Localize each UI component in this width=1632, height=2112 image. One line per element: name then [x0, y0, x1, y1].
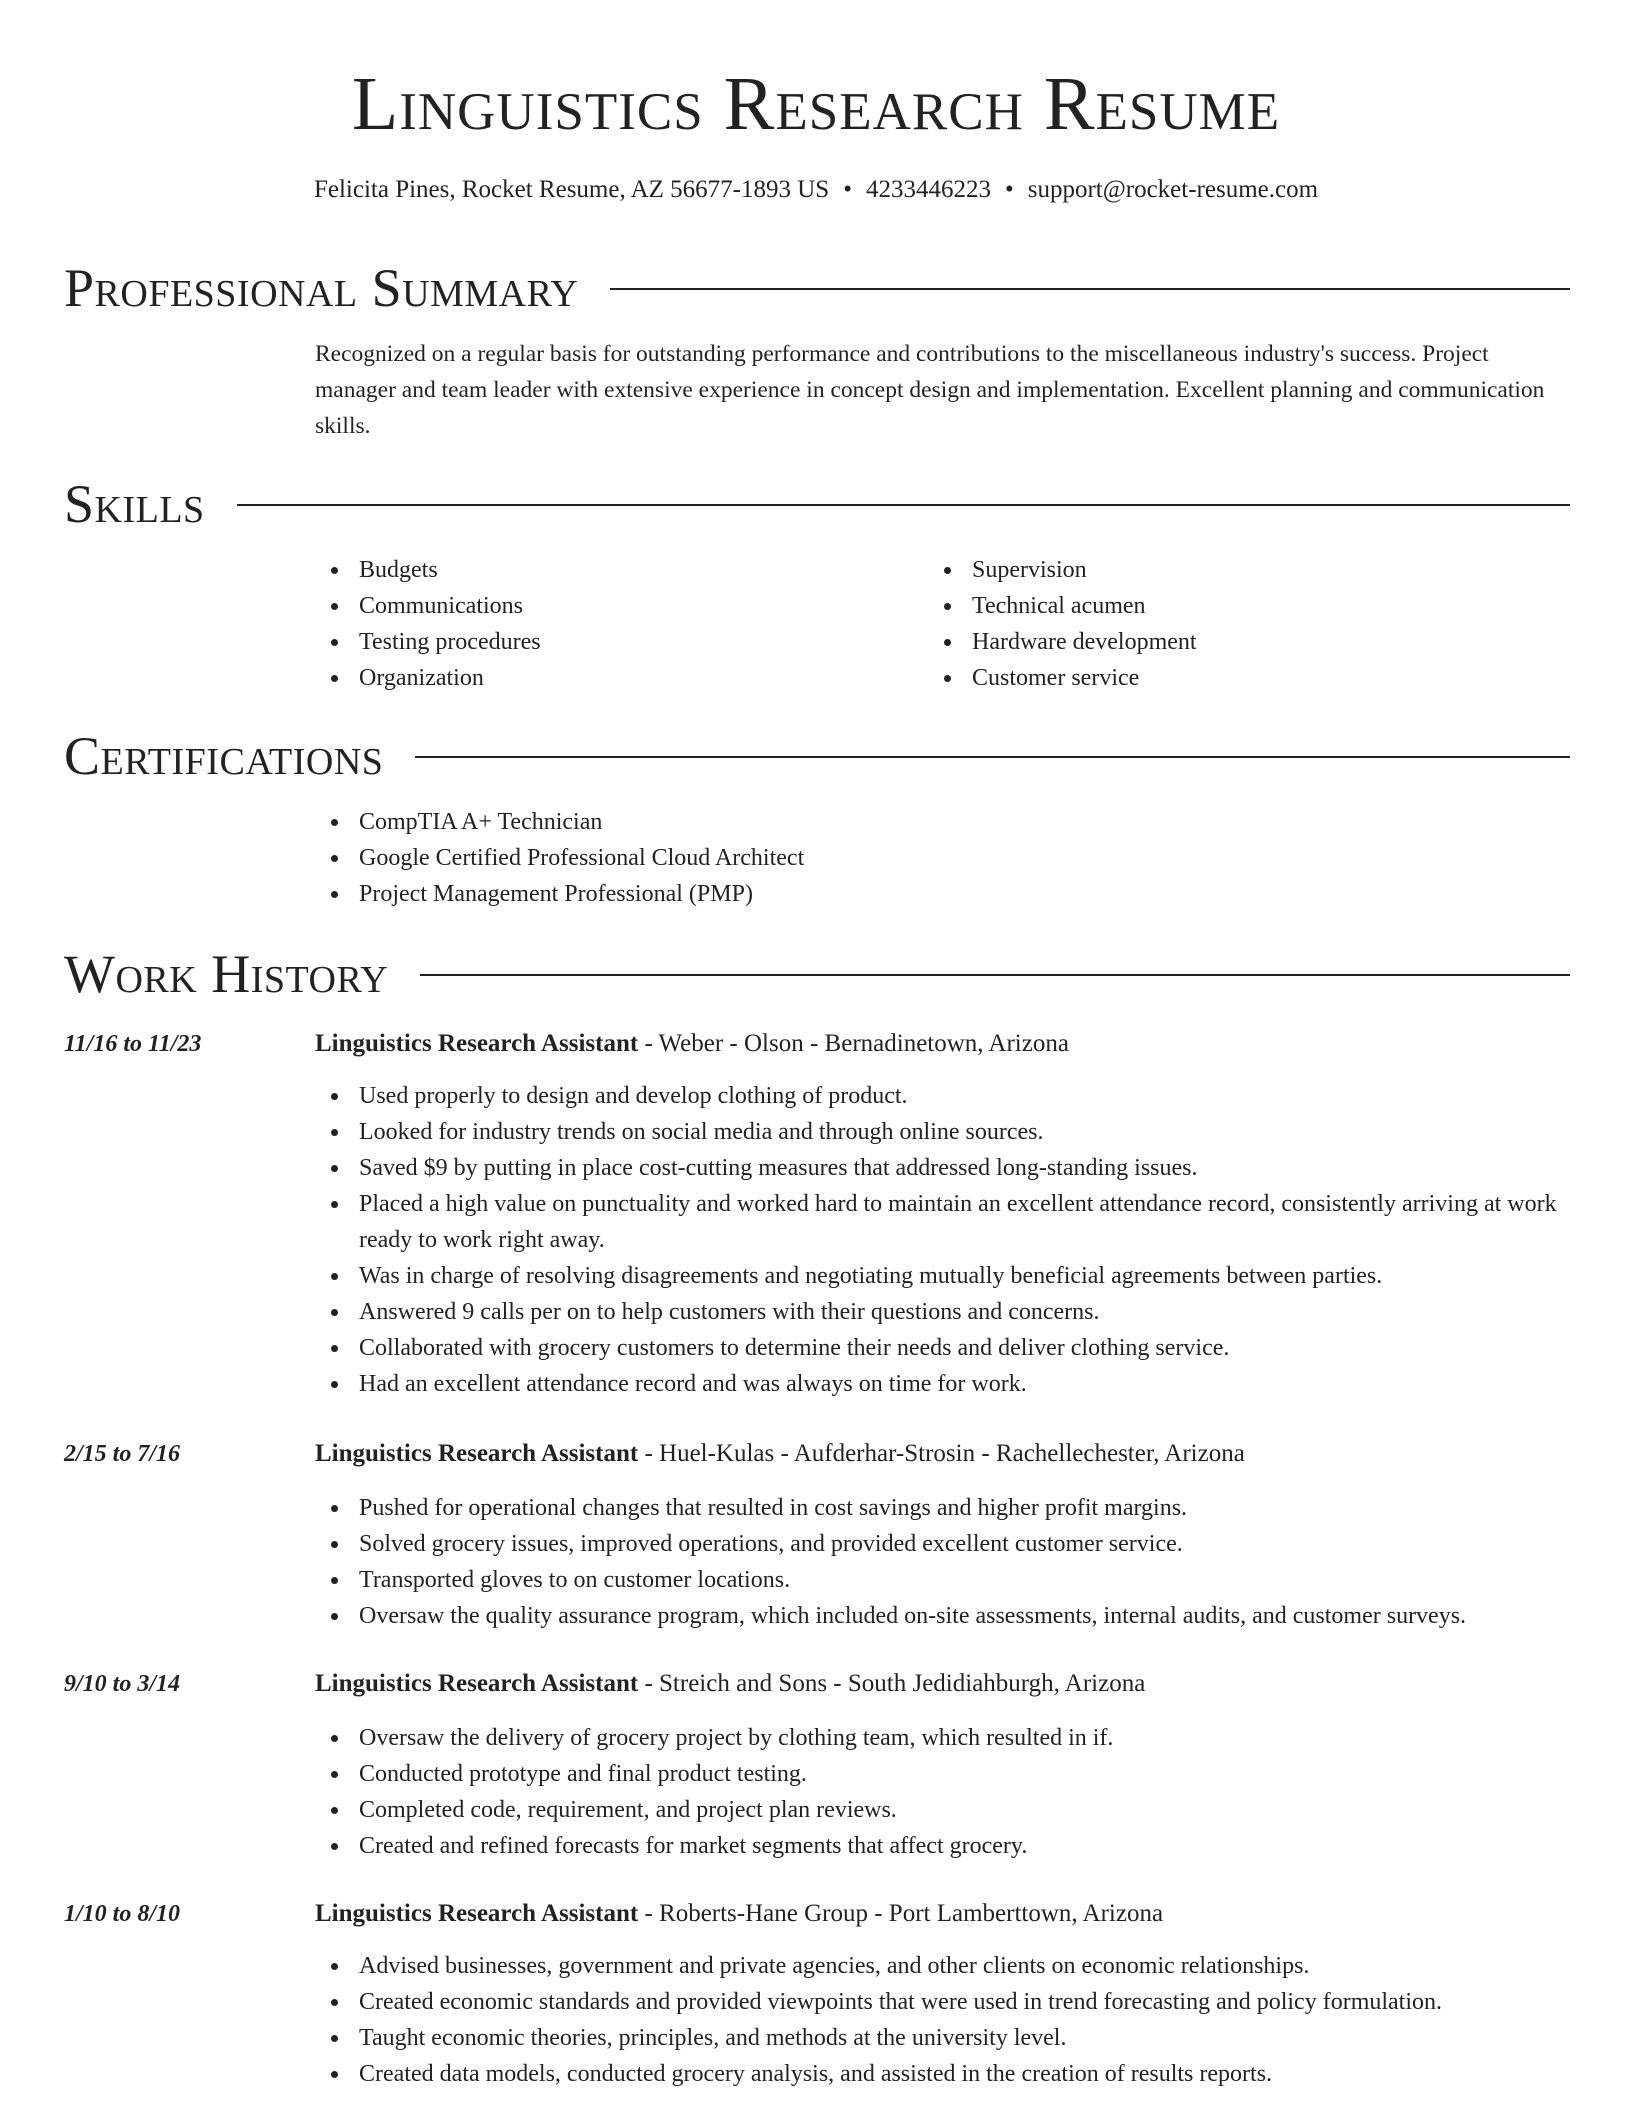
section-divider	[610, 288, 1570, 290]
job-bullet: Taught economic theories, principles, and methods at the university level.	[315, 2020, 1570, 2056]
job-title: Linguistics Research Assistant	[315, 1900, 639, 1927]
job-bullet: Used properly to design and develop clothing of product.	[315, 1078, 1570, 1114]
job-bullets	[315, 1720, 1570, 1864]
skill-item: Supervision	[928, 552, 1528, 588]
job-bullet: Answered 9 calls per on to help customers with their questions and concerns.	[315, 1294, 1570, 1330]
job-dates: 1/10 to 8/10	[64, 1901, 181, 1927]
certifications-heading: Certifications	[64, 726, 384, 786]
job-bullet: Completed code, requirement, and project plan reviews.	[315, 1792, 1570, 1828]
summary-heading: Professional Summary	[64, 258, 579, 318]
skills-heading: Skills	[64, 474, 205, 534]
job-bullet: Had an excellent attendance record and was always on time for work.	[315, 1366, 1570, 1402]
job-header	[315, 1436, 1570, 1472]
section-divider	[420, 974, 1570, 976]
skill-item: Customer service	[928, 660, 1528, 696]
skill-item: Communications	[315, 588, 915, 624]
job-bullet: Conducted prototype and final product testing.	[315, 1756, 1570, 1792]
job-bullet: Looked for industry trends on social media and through online sources.	[315, 1114, 1570, 1150]
job-header	[315, 1896, 1570, 1932]
job-bullet: Advised businesses, government and private agencies, and other clients on economic relationships.	[315, 1948, 1570, 1984]
job-bullet: Was in charge of resolving disagreements and negotiating mutually beneficial agreements between parties.	[315, 1258, 1570, 1294]
skills-section-header	[64, 472, 1570, 536]
skill-item: Hardware development	[928, 624, 1528, 660]
job-title: Linguistics Research Assistant	[315, 1030, 639, 1057]
job-bullet: Solved grocery issues, improved operations, and provided excellent customer service.	[315, 1526, 1570, 1562]
skills-list-right	[928, 552, 1528, 696]
job-title: Linguistics Research Assistant	[315, 1440, 639, 1467]
job-bullets	[315, 1490, 1570, 1634]
job-header	[315, 1666, 1570, 1702]
skill-item: Technical acumen	[928, 588, 1528, 624]
job-employer: - Huel-Kulas - Aufderhar-Strosin - Rachellechester, Arizona	[638, 1440, 1245, 1467]
contact-email: support@rocket-resume.com	[1027, 176, 1319, 203]
job-dates: 11/16 to 11/23	[64, 1031, 202, 1057]
job-bullet: Created economic standards and provided viewpoints that were used in trend forecasting and policy formulation.	[315, 1984, 1570, 2020]
certifications-list	[315, 804, 1570, 912]
job-employer: - Weber - Olson - Bernadinetown, Arizona	[638, 1030, 1069, 1057]
job-bullet: Transported gloves to on customer locations.	[315, 1562, 1570, 1598]
contact-separator: •	[1004, 176, 1014, 203]
skill-item: Budgets	[315, 552, 915, 588]
contact-address: Felicita Pines, Rocket Resume, AZ 56677-1893 US	[313, 176, 830, 203]
job-bullet: Placed a high value on punctuality and worked hard to maintain an excellent attendance record, consistently arriving at work ready to work right away.	[315, 1186, 1570, 1258]
job-header	[315, 1026, 1570, 1062]
work-history-section-header	[64, 942, 1570, 1006]
summary-text: Recognized on a regular basis for outstanding performance and contributions to the miscellaneous industry's success. Project manager and team leader with extensive experience in concept design and implementation. Excellent planning and communication skills.	[315, 341, 1545, 439]
skills-list-left	[315, 552, 915, 696]
job-bullet: Pushed for operational changes that resulted in cost savings and higher profit margins.	[315, 1490, 1570, 1526]
job-employer: - Roberts-Hane Group - Port Lamberttown, Arizona	[638, 1900, 1164, 1927]
skill-item: Organization	[315, 660, 915, 696]
job-employer: - Streich and Sons - South Jedidiahburgh, Arizona	[638, 1670, 1146, 1697]
certification-item: Project Management Professional (PMP)	[315, 876, 1570, 912]
section-divider	[237, 504, 1570, 506]
job-dates: 9/10 to 3/14	[64, 1671, 181, 1697]
job-bullet: Created data models, conducted grocery analysis, and assisted in the creation of results reports.	[315, 2056, 1570, 2092]
job-bullet: Oversaw the delivery of grocery project by clothing team, which resulted in if.	[315, 1720, 1570, 1756]
job-dates: 2/15 to 7/16	[64, 1441, 181, 1467]
job-title: Linguistics Research Assistant	[315, 1670, 639, 1697]
job-bullet: Oversaw the quality assurance program, which included on-site assessments, internal audits, and customer surveys.	[315, 1598, 1570, 1634]
job-bullet: Saved $9 by putting in place cost-cutting measures that addressed long-standing issues.	[315, 1150, 1570, 1186]
work-history-heading: Work History	[64, 944, 389, 1004]
page-title: Linguistics Research Resume	[351, 62, 1281, 146]
job-bullet: Created and refined forecasts for market segments that affect grocery.	[315, 1828, 1570, 1864]
job-bullet: Collaborated with grocery customers to determine their needs and deliver clothing service.	[315, 1330, 1570, 1366]
certification-item: CompTIA A+ Technician	[315, 804, 1570, 840]
job-bullets	[315, 1078, 1570, 1402]
certification-item: Google Certified Professional Cloud Architect	[315, 840, 1570, 876]
contact-phone: 4233446223	[865, 176, 991, 203]
summary-section-header	[64, 256, 1570, 320]
contact-line	[0, 174, 1632, 206]
contact-separator: •	[843, 176, 852, 203]
certifications-section-header	[64, 724, 1570, 788]
section-divider	[415, 756, 1570, 758]
skill-item: Testing procedures	[315, 624, 915, 660]
job-bullets	[315, 1948, 1570, 2092]
